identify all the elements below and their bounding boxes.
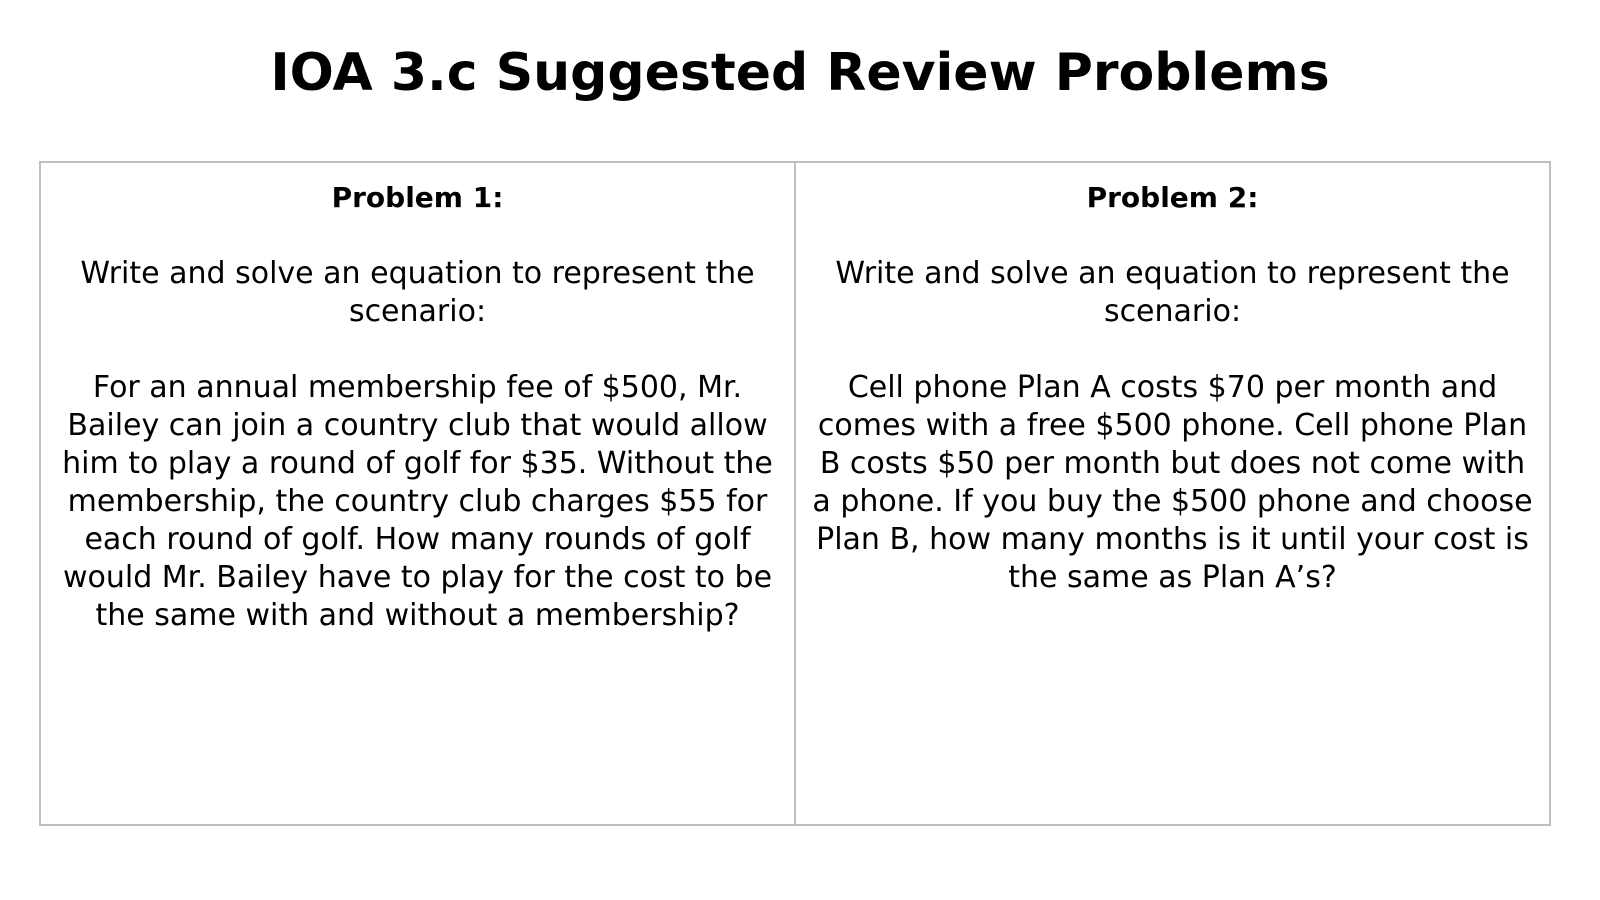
problem-1-cell [41,163,794,824]
problem-1-instruction: Write and solve an equation to represent the scenario: [80,256,755,329]
problem-2-cell [794,163,1549,824]
problem-2-scenario: Cell phone Plan A costs $70 per month and comes with a free $500 phone. Cell phone Plan B costs $50 per month but does not come with a phone. If you buy the $500 phone and choose Plan B, how many months is it until your cost is the same as Plan A’s? [812,370,1533,595]
problem-1-heading: Problem 1: [331,181,504,214]
problem-1-scenario: For an annual membership fee of $500, Mr. Bailey can join a country club that would allow him to play a round of golf for $35. Without the membership, the country club charges $55 for each round of golf. How many rounds of golf would Mr. Bailey have to play for the cost to be the same with and without a membership? [62,370,773,633]
problem-2-instruction: Write and solve an equation to represent the scenario: [835,256,1510,329]
page-title: IOA 3.c Suggested Review Problems [270,43,1330,103]
problem-2-heading: Problem 2: [1086,181,1259,214]
problems-table [39,161,1551,826]
